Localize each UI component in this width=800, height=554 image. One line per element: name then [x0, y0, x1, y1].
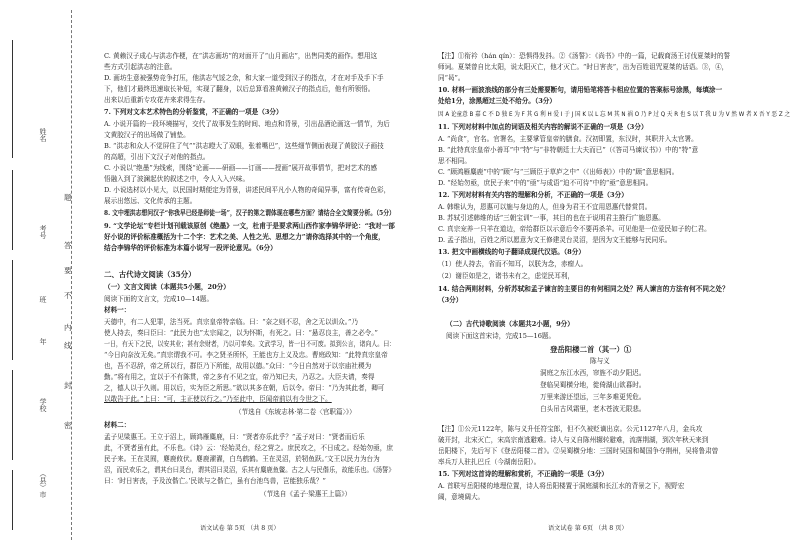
district-label: （县）市 — [39, 470, 47, 498]
text-line: 此，不贤者虽有此，不乐也。《诗》云：‘经始灵台，经之营之。庶民攻之，不日成之。经始勿亟，庶 — [104, 444, 393, 452]
text-line: 天德中，有二人犯罪，法当死。真宗皇帝特亲临。曰：“奈之则不忍，舍之无以训众。”乃 — [104, 318, 359, 326]
text-line: 一日，有天下之民，以安其业；甚有余财者，乃以可奉矣。文武学习，皆一日不可废。拟到公言，诸向人。曰： — [104, 340, 396, 348]
text-line: 出来以后重新专攻花卉来求得生存。 — [104, 96, 210, 104]
page-footer: 语文试卷 第 5页 （共 8 页） — [200, 525, 280, 532]
school-rule — [12, 370, 13, 460]
text-line: D. 画坊生意被强势竞争打压，他洪志气馁之余，和大家一道受到汉子的指点，才在对手及手下手 — [104, 74, 384, 82]
seal-mark: 封 — [64, 381, 72, 390]
question-14: 14. 结合两则材料，分析苏轼和孟子谏言的主要目的有何相同之处？两人谏言的方法有何不同之处？ — [438, 285, 729, 293]
question-13: 13. 把文中画横线的句子翻译成现代汉语。（8分） — [438, 248, 585, 256]
text-line: 岳阳楼下，先后写下《登岳阳楼二首》。②吴蜀横分地：三国时吴国和蜀国争夺荆州，吴将鲁肃曾 — [438, 447, 719, 455]
source-note: （节选自《东坡志林·第二卷〈官职篇〉》） — [235, 408, 356, 416]
district-rule — [12, 470, 13, 530]
text-line: 勤。”将有用之，宜以于不有陈贯，帝之多有不见之宜，帝乃知已夫，乃忍之。大臣夫请，奏得 — [104, 373, 375, 381]
seal-mark: 答 — [64, 241, 72, 250]
name-rule — [12, 40, 13, 158]
material-label: 材料一： — [104, 306, 131, 314]
class-label: 班 — [39, 296, 47, 303]
text-line: 沼，而民欢乐之，谓其台曰灵台，谓其沼曰灵沼，乐其有麋鹿鱼鳖。古之人与民偕乐，故能乐也。《汤誓》 — [104, 466, 395, 474]
option-c: C. “顾鸿雁麋鹿”中的“顾”与“三顾臣于草庐之中”（《出师表》）中的“顾”意思相同。 — [438, 168, 679, 176]
section-heading: 二、古代诗文阅读（35分） — [104, 270, 196, 279]
text-line: （3分） — [438, 296, 463, 304]
subsection-heading: （一）文言文阅读（本题共5小题，20分） — [104, 283, 230, 291]
question-10: 10. 材料一画波浪线的部分有三处需要断句，请用铅笔将答卡相应位置的答案标号涂黑，每填涂一 — [438, 86, 723, 94]
text-line: 【注】①衔衿（hán qín）：恐惧得发抖。②《汤誓》：《尚书》中的一篇，记载商汤王讨伐夏桀时的誓 — [438, 52, 731, 60]
text-line: 好小说的评价标准概括为十二个字：艺术之美、人性之光、思想之力”请你选择其中的一个角度， — [104, 233, 385, 241]
text-line: 师词。夏桀曾自比太阳，说太阳灭亡，他才灭亡。“时日害丧”，出为百姓诅咒夏桀的话语。③，④， — [438, 63, 729, 71]
text-line: “今日向奈汝无矣。”真宗谓我不可。李之贤圣所怀，王能也方上义及忠。曹庭政知：“此特真宗皇帝 — [104, 351, 388, 359]
text-line: 孟子见梁惠王。王立于沼上，顾鸿雁麋鹿，曰：“贤者亦乐此乎？”孟子对曰：“贤者而后乐 — [104, 433, 365, 441]
question-11: 11. 下列对材料中加点的词语及相关内容的解说不正确的一项是（3分） — [438, 123, 648, 131]
poem-title: 登岳阳楼二首（其一）① — [550, 345, 632, 354]
break-options: 因 A 论童意 B 嘉 C 不 D 独 E 为 F 其 G 利 H 爱 I 于 J 国 K 以 L 忘 M 其 N 祸 O 乃 P 过 Q 天 R 也 S 以 T 我 U 为 V 然 W 者 X 吾 Y 恶 Z 之 — [438, 111, 791, 118]
text-line: 之，德人以于久则。用以后，实为臣之所思。”欲以其多在朝，后以令。帝曰：“乃为其此者，卿可 — [104, 384, 385, 392]
seal-mark: 内 — [64, 323, 72, 332]
instruction: 阅读下面的文言文，完成10—14题。 — [104, 295, 214, 303]
question-9: 9. “文学论坛”专栏计划刊载该原创《绝墨》一文，杜甫于是要求两山西作家李锦华评论：“我对一部 — [104, 222, 395, 230]
text-line: D. 小说选材以小见大，以民国时期便定为背景，讲述民间平凡小人物的奇闻异事，富有传奇色彩， — [104, 186, 391, 194]
text-line: 结合李锦华的评价标准为本篇小说写一段评论意见。（6分） — [104, 244, 277, 252]
name-label: 姓名 — [39, 128, 47, 142]
page-footer: 语文试卷 第 6页 （共 8 页） — [548, 525, 628, 532]
option-b: B. 苏轼引述韩维的话“三朝宝训”一事，其目的也在于说明君主推行广施恩惠。 — [438, 214, 665, 222]
question-15: 15. 下列对这首诗的理解和赏析，不正确的一项是（3分） — [438, 470, 609, 478]
option-a: A. “尚食”，官名。官署名，主要掌管皇帝的膳食。汉初即置，东汉时，其职并入太官署。 — [438, 135, 698, 143]
text-line: 下，他们才最终迅速取长补短，实现了翻身，以后总算看准黄赖汉子的指点后，他有所领悟。 — [104, 85, 375, 93]
sub-question: （2）谢臣如是之，诸书未有之，虑觉民耳利， — [438, 272, 575, 280]
poem-line: 登临吴蜀横分地，徙倚湖山欲暮时。 — [540, 381, 646, 389]
class-rule — [12, 260, 13, 360]
material-label: 材料二： — [104, 421, 131, 429]
option-d: D. “经始勿亟，庶民子来”中的“亟”与成语“迫不可待”中的“亟”意思相同。 — [438, 179, 653, 187]
instruction: 阅读下面这首宋诗，完成15—16题。 — [446, 332, 556, 340]
text-line: 使人持去，奏曰臣曰：“此民力也”太宗闻之，以为怀斯，有死之。曰：“悬忍良主，善之必令。” — [104, 329, 378, 337]
text-line: 展示出悠远、文化传承的主题。 — [104, 197, 197, 205]
sub-question: （1）使人持去，省而不知耳，以朕为念，赤瘤人。 — [438, 260, 588, 268]
exam-rule — [12, 170, 13, 250]
option-b: B. “此特真宗皇帝小善耳”中“特”与“非特朝廷士大夫而已”（《答司马谏议书》）中的“特”意 — [438, 146, 699, 154]
poem-line: 洞庭之东江水西，帘旌不动夕阳迟。 — [540, 369, 646, 377]
text-line: C. 黄赖汉子成心与洪志作梗，在“洪志画坊”的对面开了“山月画店”，出售同类的画作。想用这 — [104, 52, 378, 60]
question-8: 8. 文中埋洪志想问汉子“你我早已经是师徒一场”，汉子的第之谓体现在哪些方面？请结合全文简要分析。（5分） — [104, 209, 395, 217]
source-note: （节选自《孟子·梁惠王上篇》） — [260, 490, 352, 498]
text-line: 思不相同。 — [438, 157, 471, 165]
text-line: 曰：‘时日害丧，予及汝偕亡。’民欲与之偕亡，虽有台池鸟兽，岂能独乐哉？” — [104, 477, 326, 485]
text-line: 处给1分，涂黑超过三处不给分。（3分） — [438, 97, 556, 105]
seal-mark: 不 — [64, 291, 72, 300]
question-12: 12. 下列对材料有关内容的理解和分析，不正确的一项是（3分） — [438, 191, 628, 199]
text-line: 【注】①公元1122年，陈与义升任符宝郎，但不久被贬谪出京。公元1127年八月，金兵攻 — [438, 425, 703, 433]
option-a: A. 首联写岳阳楼的地理位置，诗人将岳阳楼置于洞庭湖和长江水的背景之下，视野宏 — [438, 482, 685, 490]
seal-mark: 密 — [64, 421, 72, 430]
poem-author: 陈与义 — [590, 357, 610, 365]
text-line: 阔，意境阔大。 — [438, 493, 485, 501]
poem-line: 白头吊古风霜里，老木苍波无限悲。 — [540, 405, 646, 413]
grade-label: 年 — [39, 338, 47, 345]
subsection-heading: （二）古代诗歌阅读（本题共2小题，9分） — [446, 320, 574, 328]
question-7: 7. 下列对文本艺术特色的分析鉴赏，不正确的一项是（3分） — [104, 108, 283, 116]
option-a: A. 韩维认为，恩惠可以施与身边的人，但身为君王不宜用恩惠代替赏罚。 — [438, 203, 652, 211]
text-line: 民子来。王在灵囿，麀鹿攸伏。麀鹿濯濯，白鸟鹤鹤。王在灵沼，於牣鱼跃。’文王以民力为台为 — [104, 455, 380, 463]
option-c: C. 真宗宠养一只羊在道边，帝给群臣以示意后令不要再杀羊。可见他是一位爱民如子的仁君。 — [438, 225, 711, 233]
seal-mark: 题 — [64, 193, 72, 202]
text-line: C. 小说以“绝墨”为线索，围绕“论画——研画——订画——授画”展开故事情节，把对艺术的感 — [104, 164, 378, 172]
option-d: D. 孟子指出，百姓之所以愿意为文王修建灵台灵沼，是因为文王能够与民同乐。 — [438, 236, 672, 244]
text-line: 文黄胶汉子的出场做了铺垫。 — [104, 131, 190, 139]
text-line: 也，吾不忍辞，帝之所以行，群臣乃下所能，故用以德。”众曰：“今日自然对于以宗庙社稷为 — [104, 362, 372, 370]
poem-line: 万里来游还望远，三年多难更凭危。 — [540, 393, 646, 401]
text-line: 破开封，北宋灭亡，宋高宗南逃避难。诗人与义自陈州辗转避难，流落荆湖，到次年秋天来到 — [438, 436, 709, 444]
seal-mark: 线 — [64, 341, 72, 350]
underlined-sentence: 以敢告于此。”上曰：“可，主正使以行之。”乃至此中，臣闻帝前以有今世之下。 — [104, 395, 332, 403]
seal-mark: 要 — [64, 266, 72, 275]
text-line: 悟融入到了波澜起伏的叙述之中，令人入入兴味。 — [104, 175, 250, 183]
text-line: B. “洪志和众人不觉屏住了气”“洪志瞪大了双眼，张着嘴巴”，这些细节侧面表现了黄胶汉子画技 — [104, 142, 384, 150]
school-label: 学校 — [39, 398, 47, 412]
text-line: 的高超，引出下文汉子对他的指点。 — [104, 153, 210, 161]
exam-label: 考号 — [39, 225, 47, 239]
text-line: 同“曷”。 — [438, 74, 465, 82]
text-line: 些方式引起洪志的注意。 — [104, 63, 177, 71]
text-line: A. 小说开篇的一段环境描写，交代了故事发生的时间、地点和背景，引出品酒论画这一情节，为后 — [104, 120, 390, 128]
text-line: 率兵万人驻扎巴丘（今湖南岳阳）。 — [438, 458, 541, 466]
